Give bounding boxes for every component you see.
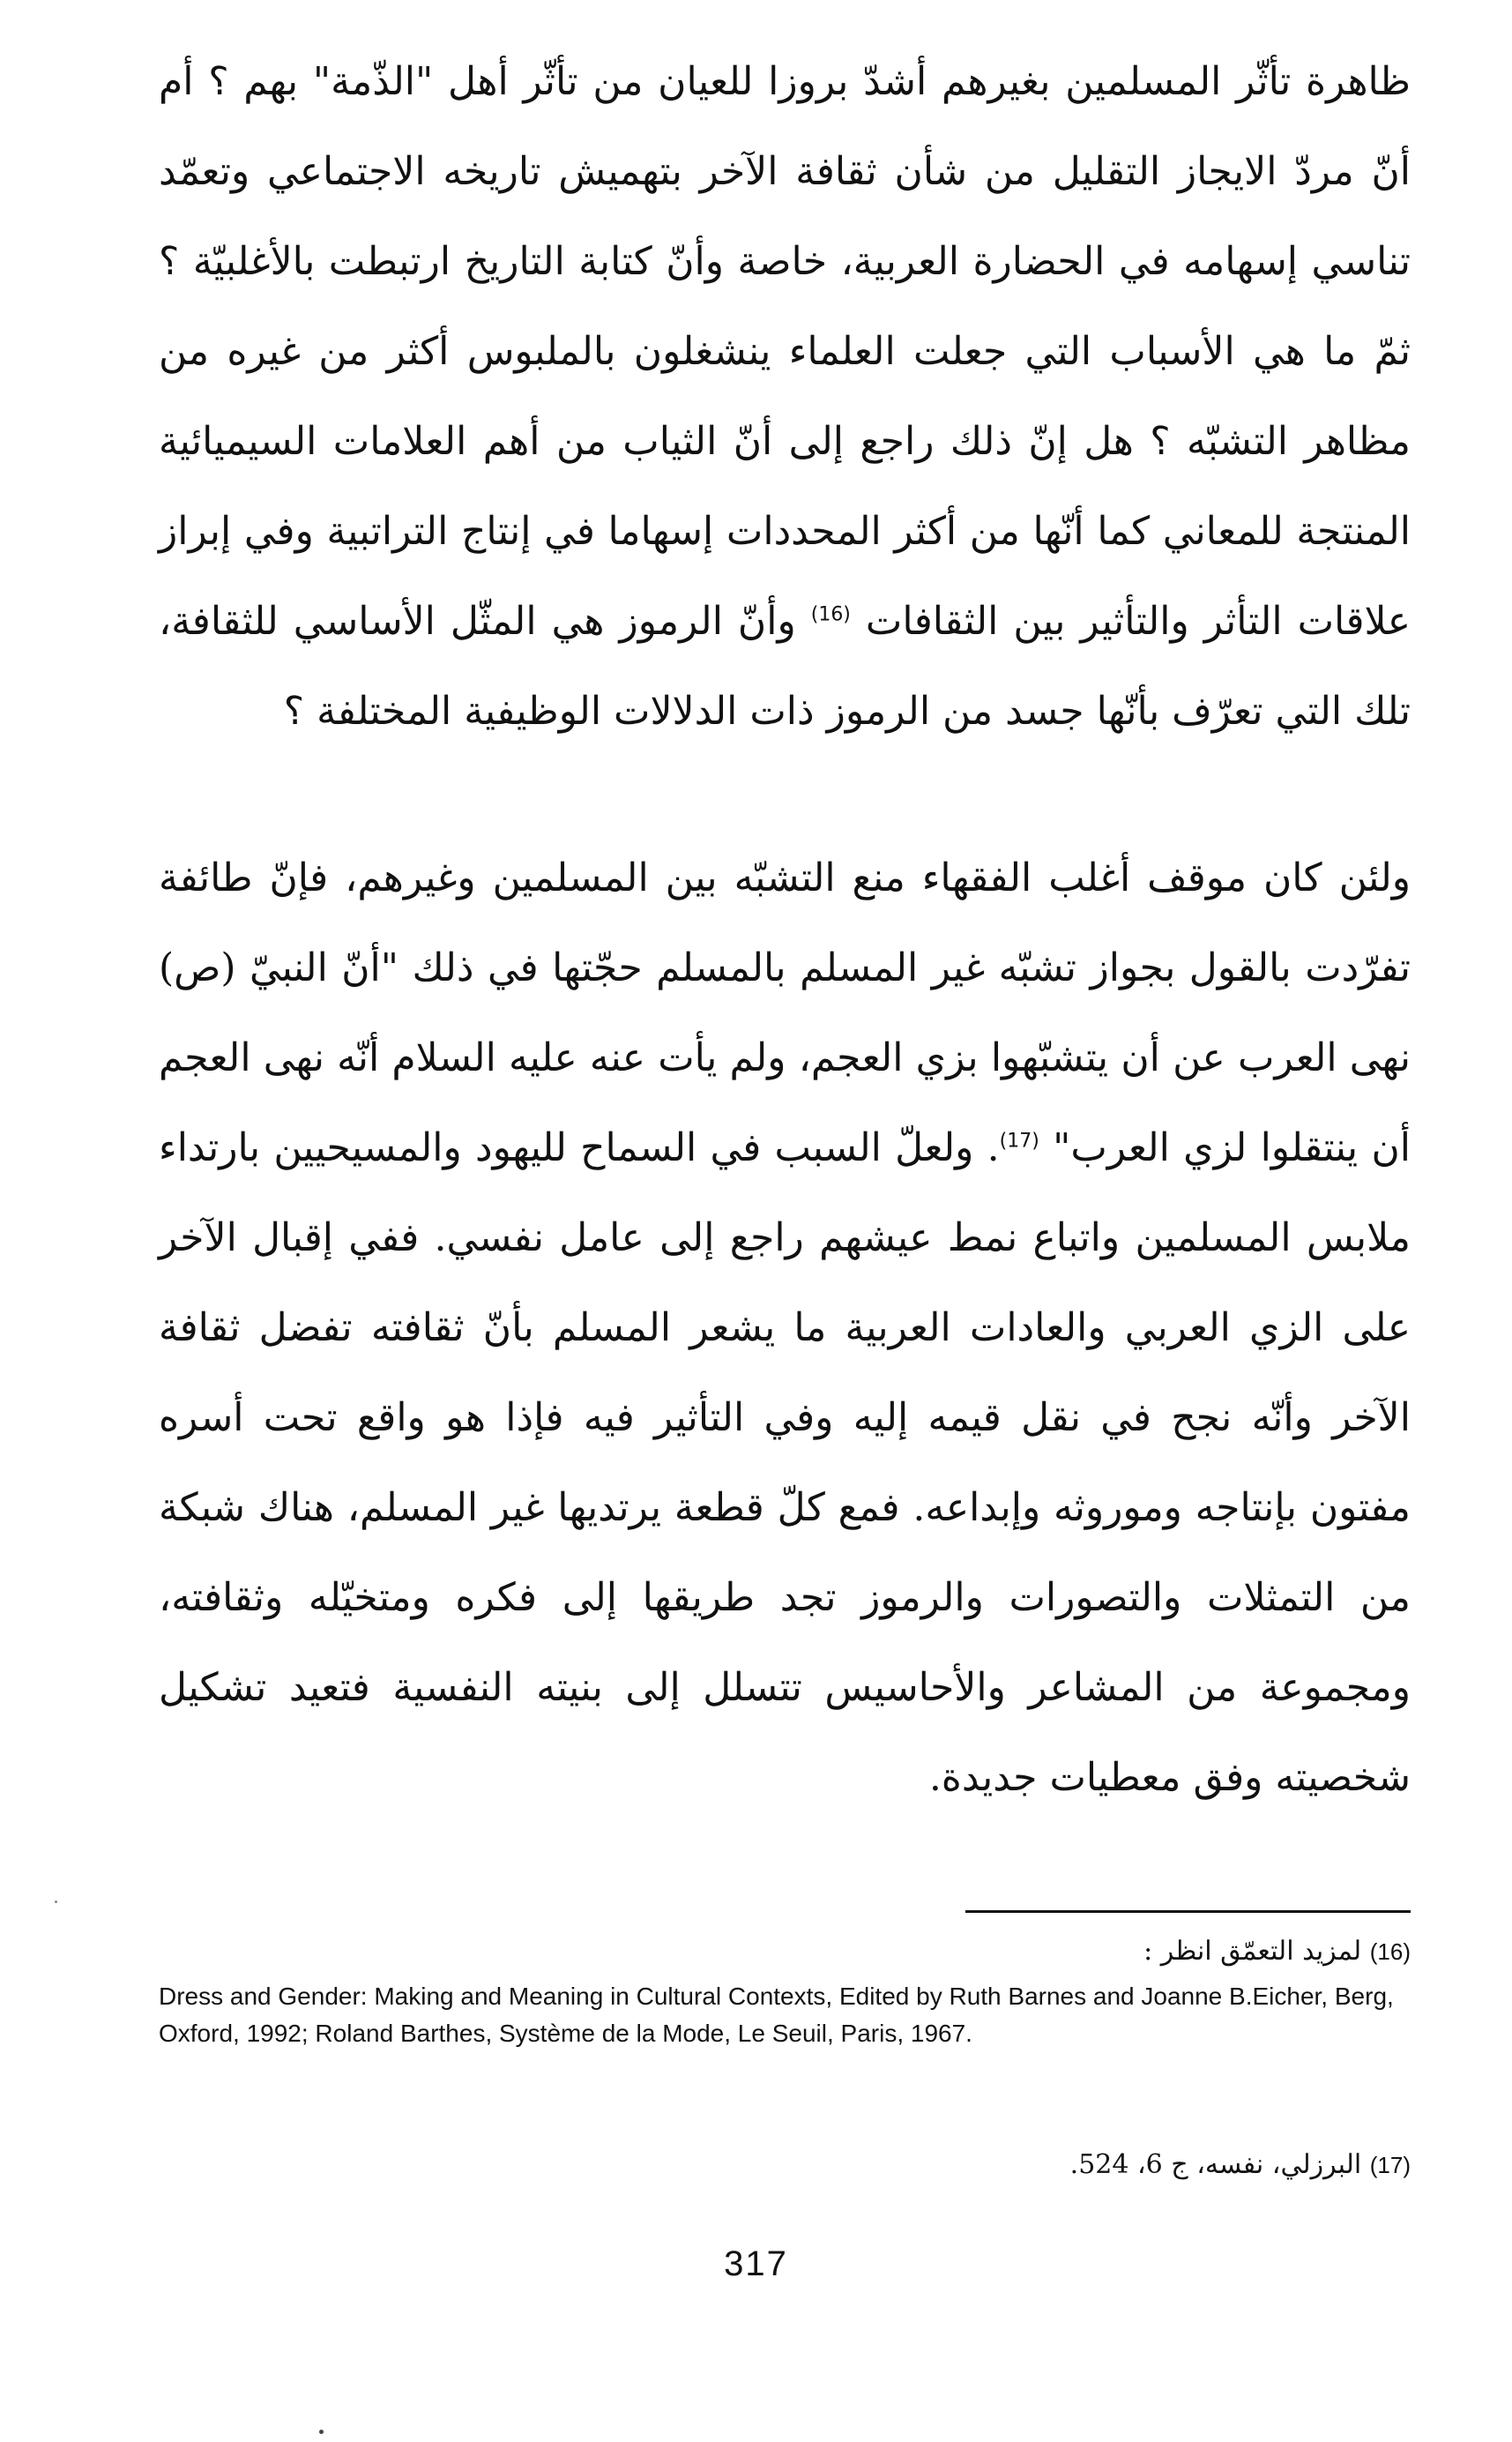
- scan-speck-mark: [319, 2430, 324, 2434]
- footnote-17-number: (17): [1369, 2152, 1411, 2178]
- paragraph-1-text-end: وأنّ الرموز هي المثّل الأساسي للثقافة، تلك التي تعرّف بأنّها جسد من الرموز ذات الدلالات الوظيفية المختلفة ؟: [159, 599, 1411, 734]
- footnote-separator-rule: [965, 1910, 1411, 1913]
- footnote-ref-16[interactable]: (16): [810, 603, 851, 626]
- paragraph-1-text-start: ظاهرة تأثّر المسلمين بغيرهم أشدّ بروزا للعيان من تأثّر أهل "الذّمة" بهم ؟ أم أنّ مردّ الايجاز التقليل من شأن ثقافة الآخر بتهميش تاريخه الاجتماعي وتعمّد تناسي إسهامه في الحضارة العربية، خاصة وأنّ كتابة التاريخ ارتبطت بالأغلبيّة ؟ ثمّ ما هي الأسباب التي جعلت العلماء ينشغلون بالملبوس أكثر من غيره من مظاهر التشبّه ؟ هل إنّ ذلك راجع إلى أنّ الثياب من أهم العلامات السيميائية المنتجة للمعاني كما أنّها من أكثر المحددات إسهاما في إنتاج التراتبية وفي إبراز علاقات التأثر والتأثير بين الثقافات: [159, 59, 1411, 644]
- paragraph-2-text-end: . ولعلّ السبب في السماح لليهود والمسيحيين بارتداء ملابس المسلمين واتباع نمط عيشهم راجع إلى عامل نفسي. ففي إقبال الآخر على الزي العربي والعادات العربية ما يشعر المسلم بأنّ ثقافته تفضل ثقافة الآخر وأنّه نجح في نقل قيمه إليه وفي التأثير فيه فإذا هو واقع تحت أسره مفتون بإنتاجه وموروثه وإبداعه. فمع كلّ قطعة يرتديها غير المسلم، هناك شبكة من التمثلات والتصورات والرموز تجد طريقها إلى فكره ومتخيّله وثقافته، ومجموعة من المشاعر والأحاسيس تتسلل إلى بنيته النفسية فتعيد تشكيل شخصيته وفق معطيات جديدة.: [159, 1125, 1411, 1800]
- footnote-17: [159, 2143, 1411, 2187]
- page-number: 317: [724, 2244, 788, 2283]
- footnote-16-english-text: Dress and Gender: Making and Meaning in Cultural Contexts, Edited by Ruth Barnes and Joanne B.Eicher, Berg, Oxford, 1992; Roland Barthes, Système de la Mode, Le Seuil, Paris, 1967.: [159, 1983, 1394, 2047]
- scan-speck-mark: [55, 1901, 57, 1903]
- footnote-16-number: (16): [1369, 1938, 1411, 1965]
- body-paragraph-2: [159, 833, 1411, 1823]
- footnote-16-arabic-text: لمزيد التعمّق انظر :: [1143, 1936, 1362, 1967]
- footnote-17-arabic-text: البرزلي، نفسه، ج 6، 524.: [1069, 2149, 1362, 2180]
- footnote-ref-17[interactable]: (17): [999, 1130, 1039, 1153]
- body-paragraph-1: [159, 37, 1411, 757]
- footnote-16-heading: [159, 1930, 1411, 1974]
- paragraph-2-text-start: ولئن كان موقف أغلب الفقهاء منع التشبّه بين المسلمين وغيرهم، فإنّ طائفة تفرّدت بالقول بجواز تشبّه غير المسلم بالمسلم حجّتها في ذلك "أنّ النبيّ (ص) نهى العرب عن أن يتشبّهوا بزي العجم، ولم يأت عنه عليه السلام أنّه نهى العجم أن ينتقلوا لزي العرب": [159, 855, 1411, 1170]
